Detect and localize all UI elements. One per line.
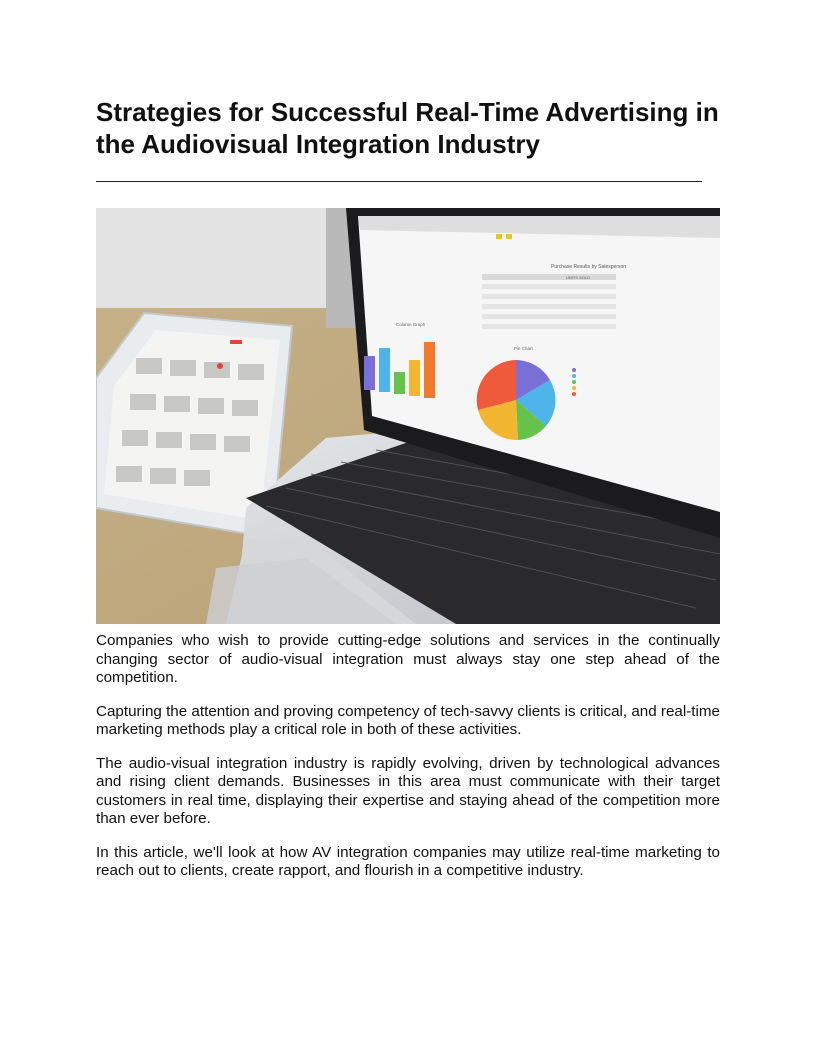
screen-pie-chart-title: Pie Chart bbox=[514, 346, 533, 351]
screen-bar-blue bbox=[379, 348, 390, 392]
screen-table-column-label: UNITS SOLD bbox=[566, 275, 591, 280]
paragraph-3: The audio-visual integration industry is rapidly evolving, driven by technological advances and rising client demands. Businesses in this area must communicate with their target customers in real time, displaying their expertise and staying ahead of the competition more than ever before. bbox=[96, 754, 720, 827]
paragraph-4: In this article, we'll look at how AV integration companies may utilize real-time marketing to reach out to clients, create rapport, and flourish in a competitive industry. bbox=[96, 843, 720, 879]
screen-table-header: Purchase Results by Salesperson bbox=[551, 264, 627, 270]
title-divider bbox=[96, 181, 702, 182]
screen-bar-green bbox=[394, 372, 405, 394]
paragraph-1: Companies who wish to provide cutting-edge solutions and services in the continually changing sector of audio-visual integration must always stay one step ahead of the competition. bbox=[96, 632, 720, 686]
screen-bar-orange bbox=[424, 342, 435, 398]
screen-bar-yellow bbox=[409, 360, 420, 396]
laptop-tablet-photo bbox=[96, 208, 720, 624]
article-body bbox=[96, 632, 720, 896]
article-title: Strategies for Successful Real-Time Advertising in the Audiovisual Integration Industry bbox=[96, 97, 719, 159]
screen-bar-chart-title: Column Graph bbox=[396, 322, 426, 327]
screen-pie-chart bbox=[477, 360, 556, 440]
paragraph-2: Capturing the attention and proving competency of tech-savvy clients is critical, and real-time marketing methods play a critical role in both of these activities. bbox=[96, 702, 720, 738]
screen-bar-purple bbox=[364, 356, 375, 390]
